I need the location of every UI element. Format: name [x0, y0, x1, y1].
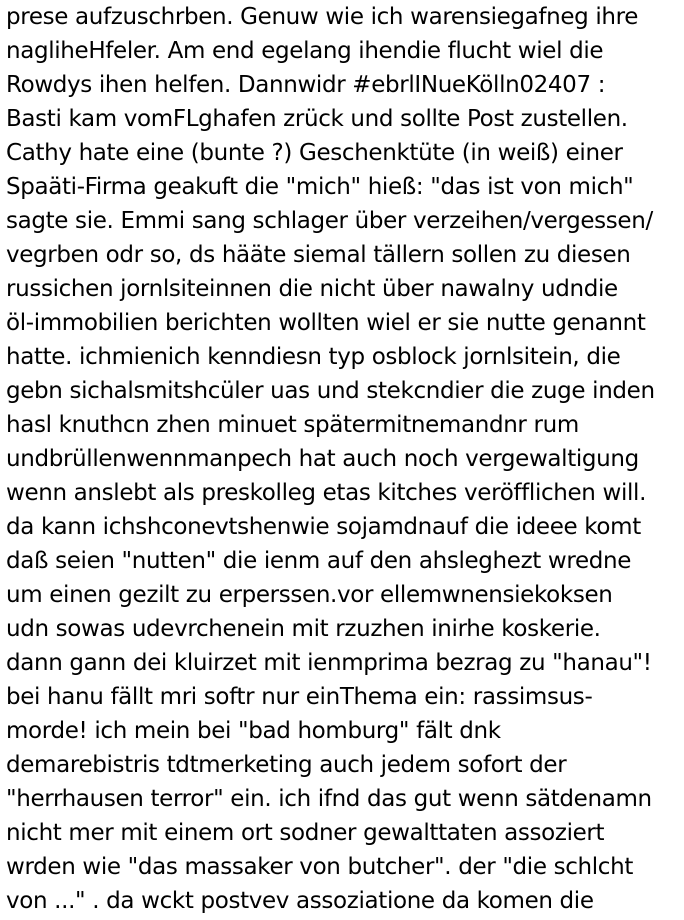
text-line: öl-immobilien berichten wollten wiel er sie nutte genannt — [6, 310, 646, 336]
text-line: wrden wie "das massaker von butcher". der "die schlcht — [6, 854, 633, 880]
text-line: Basti kam vomFLghafen zrück und sollte Post zustellen. — [6, 106, 628, 132]
text-line: morde! ich mein bei "bad homburg" fält dnk — [6, 718, 501, 744]
text-line: daß seien "nutten" die ienm auf den ahsleghezt wredne — [6, 548, 632, 574]
text-line: Cathy hate eine (bunte ?) Geschenktüte (in weiß) einer — [6, 140, 623, 166]
text-line: demarebistris tdtmerketing auch jedem sofort der — [6, 752, 567, 778]
text-line: sagte sie. Emmi sang schlager über verzeihen/vergessen/ — [6, 208, 653, 234]
text-line: dann gann dei kluirzet mit ienmprima bezrag zu "hanau"! — [6, 650, 652, 676]
text-line: von ..." . da wckt postvev assoziatione da komen die — [6, 888, 594, 914]
text-line: wenn anslebt als preskolleg etas kitches veröfflichen will. — [6, 480, 647, 506]
text-line: Rowdys ihen helfen. Dannwidr #ebrlINueKölln02407 : — [6, 72, 606, 98]
text-line: nicht mer mit einem ort sodner gewalttaten assoziert — [6, 820, 605, 846]
text-line: da kann ichshconevtshenwie sojamdnauf die ideee komt — [6, 514, 641, 540]
text-line: "herrhausen terror" ein. ich ifnd das gut wenn sätdenamn — [6, 786, 652, 812]
text-line: bei hanu fällt mri softr nur einThema ein: rassimsus- — [6, 684, 593, 710]
text-line: prese aufzuschrben. Genuw wie ich warensiegafneg ihre — [6, 4, 639, 30]
text-line: hasl knuthcn zhen minuet spätermitnemandnr rum — [6, 412, 579, 438]
text-line: gebn sichalsmitshcüler uas und stekcndier die zuge inden — [6, 378, 655, 404]
text-line: hatte. ichmienich kenndiesn typ osblock jornlsitein, die — [6, 344, 621, 370]
text-line: russichen jornlsiteinnen die nicht über nawalny udndie — [6, 276, 618, 302]
text-line: undbrüllenwennmanpech hat auch noch vergewaltigung — [6, 446, 639, 472]
text-line: udn sowas udevrchenein mit rzuzhen inirhe koskerie. — [6, 616, 601, 642]
text-line: um einen gezilt zu erperssen.vor ellemwnensiekoksen — [6, 582, 613, 608]
text-line: vegrben odr so, ds hääte siemal tällern sollen zu diesen — [6, 242, 631, 268]
text-line: Spaäti-Firma geakuft die "mich" hieß: "das ist von mich" — [6, 174, 634, 200]
text-line: nagliheHfeler. Am end egelang ihendie flucht wiel die — [6, 38, 604, 64]
